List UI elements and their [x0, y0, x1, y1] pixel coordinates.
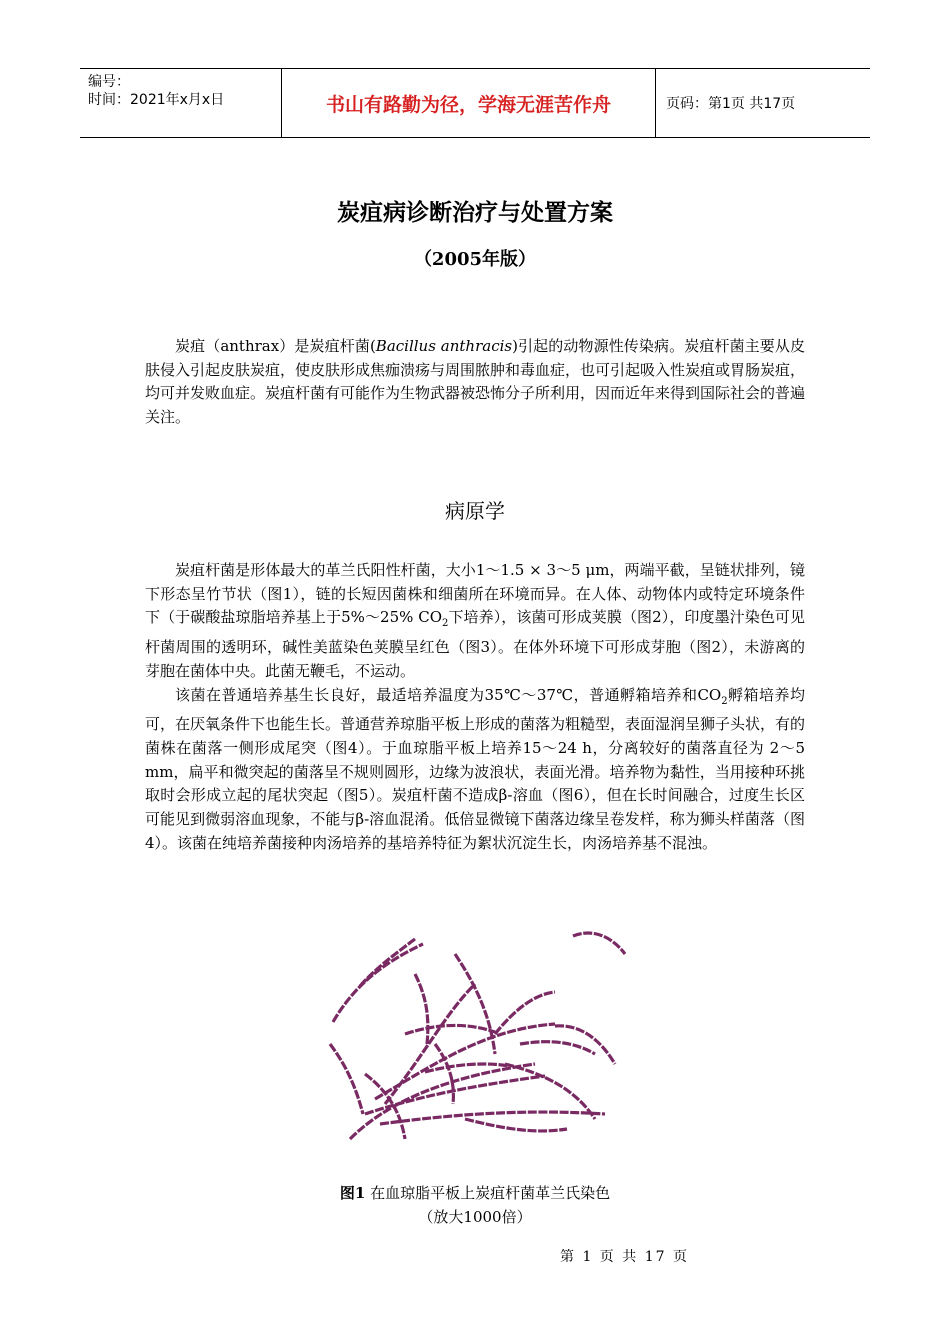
document-title: 炭疽病诊断治疗与处置方案 — [337, 199, 613, 226]
section-title-pathogen: 病原学 — [445, 499, 505, 523]
header-motto: 书山有路勤为径，学海无涯苦作舟 — [282, 69, 656, 137]
pathogen-paragraph-2: 该菌在普通培养基生长良好，最适培养温度为35℃～37℃，普通孵箱培养和$CO_2$孵箱培养均可，在厌氧条件下也能生长。普通营养琼脂平板上形成的菌落为粗糙型，表面湿润呈狮子头状，有的菌株在菌落一侧形成尾突（图4）。于血琼脂平板上培养15～24 h，分离较好的菌落直径为 2～5 mm，扁平和微突起的菌落呈不规则圆形，边缘为波浪状，表面光滑。培养物为黏性，当用接种环挑取时会形成立起的尾状突起（图5）。炭疽杆菌不造成β-溶血（图6），但在长时间融合，过度生长区可能见到微弱溶血现象，不能与β-溶血混淆。低倍显微镜下菌落边缘呈卷发样，称为狮头样菌落（图4）。该菌在纯培养菌接种肉汤培养的基培养特征为絮状沉淀生长，肉汤培养基不混浊。 — [145, 685, 806, 852]
page-footer: 第 1 页 共 17 页 — [560, 1249, 689, 1265]
figure-caption-text: 在血琼脂平板上炭疽杆菌革兰氏染色 — [365, 1184, 611, 1202]
intro-paragraph: 炭疽（anthrax）是炭疽杆菌(Bacillus anthracis)引起的动物源性传染病。炭疽杆菌主要从皮肤侵入引起皮肤炭疽，使皮肤形成焦痂溃疡与周围脓肿和毒血症，也可引起吸入性炭疽或胃肠炭疽，均可并发败血症。炭疽杆菌有可能作为生物武器被恐怖分子所利用，因而近年来得到国际社会的普遍关注。 — [145, 337, 806, 427]
pathogen-section — [145, 559, 805, 855]
figure-magnification: （放大1000倍） — [418, 1208, 532, 1226]
document-number-label: 编号： — [88, 74, 130, 90]
latin-name: Bacillus anthracis — [375, 337, 513, 355]
document-time-label: 时间：2021年x月x日 — [88, 92, 225, 108]
document-edition: （2005年版） — [413, 249, 537, 270]
figure-1-caption — [0, 1181, 950, 1229]
header-page-code: 页码：第1页 共17页 — [666, 96, 796, 112]
page-header — [80, 68, 870, 138]
header-meta — [80, 69, 282, 137]
pathogen-paragraph-1: 炭疽杆菌是形体最大的革兰氏阳性杆菌，大小1～1.5 × 3～5 μm，两端平截，呈链状排列，镜下形态呈竹节状（图1），链的长短因菌株和细菌所在环境而异。在人体、动物体内或特定环境条件下（于碳酸盐琼脂培养基上于5%～25% $CO_2$下培养），该菌可形成荚膜（图2），印度墨汁染色可见杆菌周围的透明环，碱性美蓝染色荚膜呈红色（图3）。在体外环境下可形成芽胞（图2），未游离的芽胞在菌体中央。此菌无鞭毛，不运动。 — [145, 561, 806, 680]
figure-label: 图1 — [339, 1184, 366, 1202]
bacilli-chain-image — [305, 914, 633, 1150]
figure-1-micrograph — [305, 914, 633, 1150]
